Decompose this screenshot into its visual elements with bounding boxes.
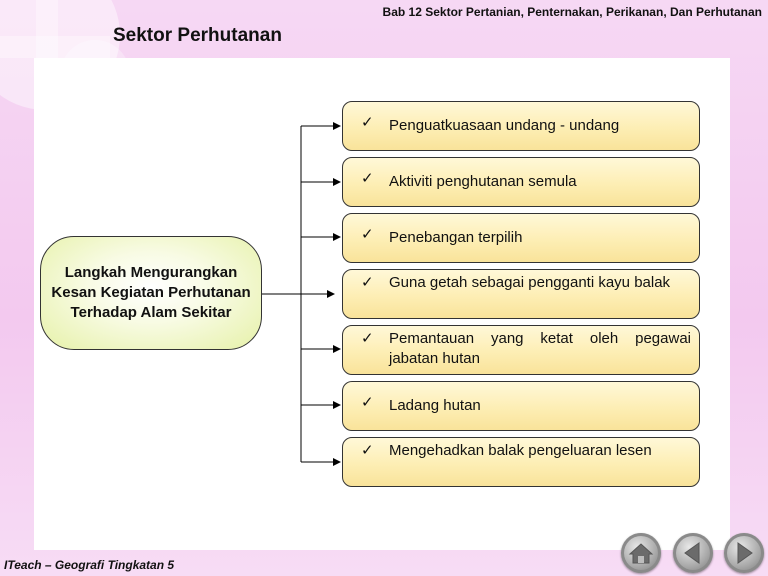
item-text: Penebangan terpilih — [389, 229, 523, 246]
central-topic — [40, 236, 262, 350]
chapter-subtitle: Bab 12 Sektor Pertanian, Penternakan, Perikanan, Dan Perhutanan — [382, 5, 762, 19]
item-text: Aktiviti penghutanan semula — [389, 173, 577, 190]
item-text: Penguatkuasaan undang - undang — [389, 117, 620, 134]
item-text: Mengehadkan balak pengeluaran lesen — [389, 442, 652, 459]
list-item — [342, 213, 700, 263]
page-title: Sektor Perhutanan — [113, 25, 282, 46]
item-text: Guna getah sebagai pengganti kayu balak — [389, 274, 671, 291]
home-icon — [621, 533, 661, 573]
back-button[interactable] — [673, 533, 713, 573]
check-icon: ✓ — [361, 274, 374, 291]
back-arrow-icon — [673, 533, 713, 573]
home-button[interactable] — [621, 533, 661, 573]
check-icon: ✓ — [361, 442, 374, 459]
item-text: Pemantauan yang ketat oleh pegawai jabatan hutan — [389, 330, 691, 367]
check-icon: ✓ — [361, 114, 374, 131]
list-item — [342, 437, 700, 487]
central-topic-text: Langkah Mengurangkan Kesan Kegiatan Perhutanan Terhadap Alam Sekitar — [51, 264, 251, 321]
check-icon: ✓ — [361, 170, 374, 187]
check-icon: ✓ — [361, 330, 374, 347]
list-item — [342, 101, 700, 151]
list-item — [342, 325, 700, 375]
forward-arrow-icon — [724, 533, 764, 573]
item-text: Ladang hutan — [389, 397, 481, 414]
forward-button[interactable] — [724, 533, 764, 573]
list-item — [342, 381, 700, 431]
check-icon: ✓ — [361, 226, 374, 243]
check-icon: ✓ — [361, 394, 374, 411]
list-item — [342, 157, 700, 207]
list-item — [342, 269, 700, 319]
footer-label: ITeach – Geografi Tingkatan 5 — [4, 558, 175, 572]
